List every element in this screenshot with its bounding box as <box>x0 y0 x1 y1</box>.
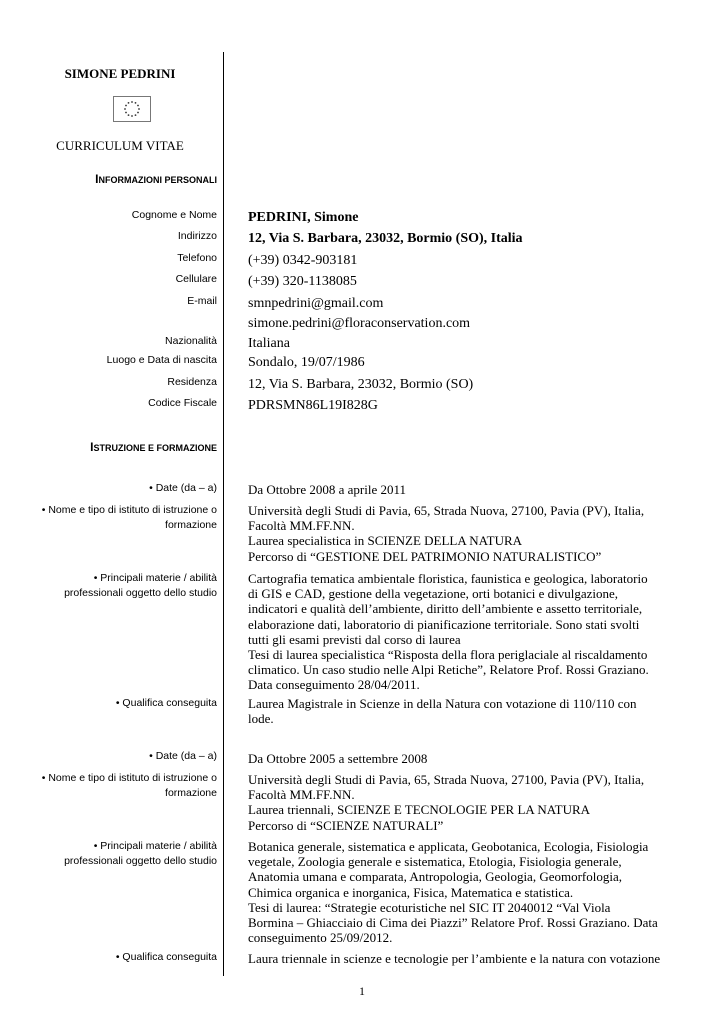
entry-institute: Università degli Studi di Pavia, 65, Strada Nuova, 27100, Pavia (PV), Italia, Facoltà MM.FF.NN. Laurea specialistica in SCIENZE DELLA NATURA Percorso di “GESTIONE DEL PATRIMONIO NATURALISTICO” <box>248 503 645 564</box>
section-heading-personal: INFORMAZIONI PERSONALI <box>95 172 217 186</box>
label-address: Indirizzo <box>177 230 217 242</box>
cv-title: CURRICULUM VITAE <box>56 138 184 153</box>
entry-date: Da Ottobre 2008 a aprile 2011 <box>248 482 406 497</box>
value-tax-code: PDRSMN86L19I828G <box>248 398 378 413</box>
entry-institute: Università degli Studi di Pavia, 65, Strada Nuova, 27100, Pavia (PV), Italia, Facoltà MM.FF.NN. Laurea triennali, SCIENZE E TECNOLOGIE PER LA NATURA Percorso di “SCIENZE NATURALI” <box>248 772 645 833</box>
label-phone: Telefono <box>177 252 217 264</box>
label-institute: • Nome e tipo di istituto di istruzione o formazione <box>41 504 217 531</box>
value-mobile: (+39) 320-1138085 <box>248 274 357 289</box>
value-name: PEDRINI, Simone <box>248 210 359 225</box>
eu-flag-icon <box>113 96 151 122</box>
label-email: E-mail <box>187 295 217 307</box>
value-residence: 12, Via S. Barbara, 23032, Bormio (SO) <box>248 377 474 392</box>
page-number: 1 <box>359 984 365 998</box>
entry-date: Da Ottobre 2005 a settembre 2008 <box>248 751 428 766</box>
label-tax-code: Codice Fiscale <box>148 397 217 409</box>
label-subjects: • Principali materie / abilità professionali oggetto dello studio <box>64 840 217 867</box>
label-date: • Date (da – a) <box>149 482 217 494</box>
entry-subjects: Botanica generale, sistematica e applicata, Geobotanica, Ecologia, Fisiologia vegetale, Zoologia generale e sistematica, Etologia, Fisiologia generale, Anatomia umana e comparata, Antropologia, Geologia, Geomorfologia, Chimica organica e inorganica, Fisica, Matematica e statistica. Tesi di laurea: “Strategie ecoturistiche nel SIC IT 2040012 “Val Viola Bormina – Ghiacciaio di Cima dei Piazzi” Relatore Prof. Rossi Graziano. Data conseguimento 25/09/2012. <box>248 839 658 946</box>
value-nationality: Italiana <box>248 336 290 351</box>
value-birth: Sondalo, 19/07/1986 <box>248 355 365 370</box>
label-birth: Luogo e Data di nascita <box>106 354 217 366</box>
entry-qualification: Laurea Magistrale in Scienze in della Natura con votazione di 110/110 con lode. <box>248 696 637 727</box>
label-subjects: • Principali materie / abilità professionali oggetto dello studio <box>64 572 217 599</box>
label-residence: Residenza <box>167 376 217 388</box>
label-institute: • Nome e tipo di istituto di istruzione o formazione <box>41 772 217 799</box>
value-email: smnpedrini@gmail.com <box>248 296 384 311</box>
cv-owner-name: SIMONE PEDRINI <box>64 66 176 81</box>
value-address: 12, Via S. Barbara, 23032, Bormio (SO), Italia <box>248 231 523 246</box>
column-divider <box>223 52 224 976</box>
label-nationality: Nazionalità <box>165 335 217 347</box>
label-qualification: • Qualifica conseguita <box>115 697 217 709</box>
entry-qualification: Laura triennale in scienze e tecnologie per l’ambiente e la natura con votazione <box>248 951 661 966</box>
entry-subjects: Cartografia tematica ambientale floristica, faunistica e geologica, laboratorio di GIS e CAD, gestione della vegetazione, orti botanici e divulgazione, indicatori e qualità dell’ambiente, diritto dell’ambiente e assetto territoriale, elaborazione dati, laboratorio di pianificazione territoriale. Sono stati svolti tutti gli esami previsti dal corso di laurea Tesi di laurea specialistica “Risposta della flora periglaciale al riscaldamento climatico. Un caso studio nelle Alpi Retiche”, Relatore Prof. Rossi Graziano. Data conseguimento 28/04/2011. <box>248 571 649 693</box>
label-name: Cognome e Nome <box>131 209 217 221</box>
label-qualification: • Qualifica conseguita <box>115 951 217 963</box>
value-email-secondary: simone.pedrini@floraconservation.com <box>248 316 471 331</box>
label-date: • Date (da – a) <box>149 750 217 762</box>
label-mobile: Cellulare <box>175 273 217 285</box>
value-phone: (+39) 0342-903181 <box>248 253 358 268</box>
section-heading-education: ISTRUZIONE E FORMAZIONE <box>90 440 217 454</box>
